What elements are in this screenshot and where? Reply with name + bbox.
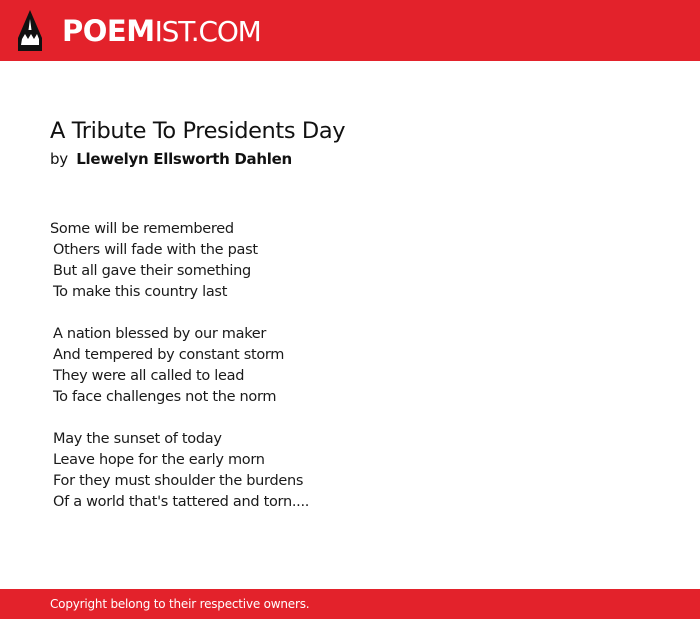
brand-bold-text: POEM — [62, 14, 155, 48]
poem-line: Some will be remembered — [50, 221, 234, 237]
poem-stanza — [50, 324, 650, 408]
poem-line: For they must shoulder the burdens — [53, 473, 304, 489]
by-label: by — [50, 150, 68, 168]
copyright-text: Copyright belong to their respective owners. — [50, 597, 310, 611]
site-brand-link[interactable] — [62, 12, 261, 51]
poem-body — [50, 219, 650, 534]
poem-line: And tempered by constant storm — [53, 347, 285, 363]
poem-line: Leave hope for the early morn — [53, 452, 265, 468]
poem-byline — [50, 148, 292, 170]
poem-line: To make this country last — [53, 284, 228, 300]
site-footer — [0, 589, 700, 619]
poem-stanza — [50, 219, 650, 303]
brand-light-text: IST.COM — [154, 15, 261, 48]
poem-title: A Tribute To Presidents Day — [50, 118, 346, 144]
pencil-tip-icon[interactable] — [18, 10, 42, 51]
poem-line: To face challenges not the norm — [53, 389, 277, 405]
site-header — [0, 0, 700, 61]
author-link[interactable]: Llewelyn Ellsworth Dahlen — [76, 150, 292, 168]
poem-line: They were all called to lead — [53, 368, 245, 384]
poem-stanza — [50, 429, 650, 513]
poem-line: But all gave their something — [53, 263, 251, 279]
poem-line: A nation blessed by our maker — [53, 326, 267, 342]
poem-line: Of a world that's tattered and torn.... — [53, 494, 310, 510]
poem-line: May the sunset of today — [53, 431, 222, 447]
poem-line: Others will fade with the past — [53, 242, 258, 258]
